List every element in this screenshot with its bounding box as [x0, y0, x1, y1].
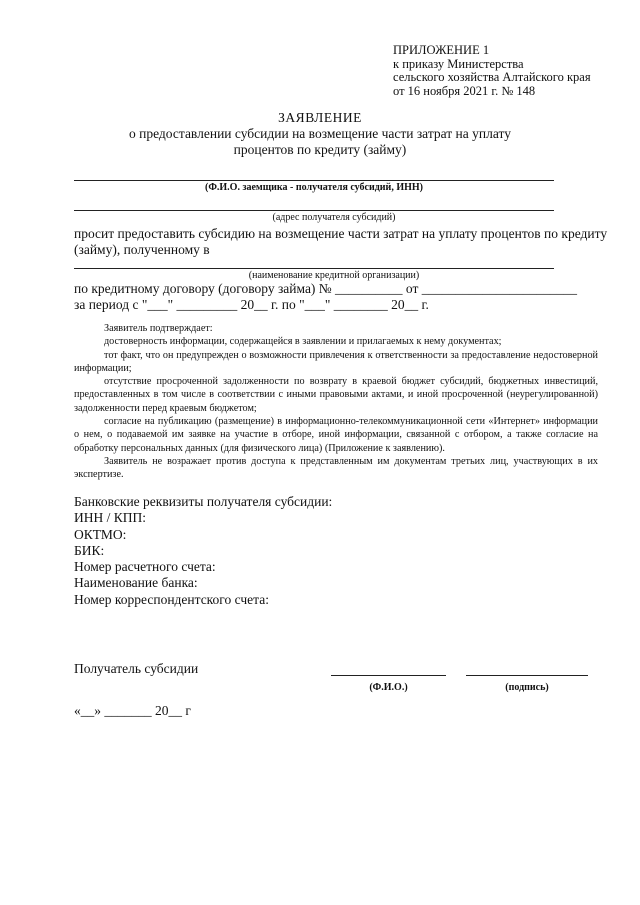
confirm-item-1: достоверность информации, содержащейся в заявлении и прилагаемых к нему документах;: [104, 336, 502, 348]
confirm-intro: Заявитель подтверждает:: [104, 323, 213, 334]
bank-bik: БИК:: [74, 542, 105, 558]
request-line-1: просит предоставить субсидию на возмещение части затрат на уплату процентов по кредиту: [74, 226, 608, 241]
bank-account: Номер расчетного счета:: [74, 559, 216, 575]
request-line-3: по кредитному договору (договору займа) № __________ от _______________________: [74, 281, 578, 296]
request-line-2: (займу), полученному в: [74, 242, 210, 257]
address-input-line[interactable]: [74, 210, 554, 211]
confirmation-block: [74, 322, 598, 482]
fio-signature-line[interactable]: [331, 675, 446, 676]
signature-line[interactable]: [466, 675, 588, 676]
appendix-line-4: от 16 ноября 2021 г. № 148: [393, 83, 536, 98]
signature-sign-caption: (подпись): [505, 682, 549, 693]
title-main: ЗАЯВЛЕНИЕ: [278, 110, 362, 125]
bank-details: [74, 494, 332, 608]
confirm-item-5: Заявитель не возражает против доступа к представленным им документам третьих лиц, участвующих в их экспертизе.: [74, 455, 598, 481]
confirm-item-2: тот факт, что он предупрежден о возможности привлечения к ответственности за предоставление недостоверной информации;: [74, 349, 598, 374]
recipient-label: Получатель субсидии: [74, 661, 199, 676]
signature-date: «__» _______ 20__ г: [74, 703, 191, 718]
bank-name: Наименование банка:: [74, 575, 198, 591]
fio-caption: (Ф.И.О. заемщика - получателя субсидий, ИНН): [204, 182, 423, 193]
address-caption: (адрес получателя субсидий): [272, 212, 396, 223]
appendix-line-2: к приказу Министерства: [393, 56, 524, 71]
title-sub-2: процентов по кредиту (займу): [233, 142, 407, 157]
credit-org-caption: (наименование кредитной организации): [248, 270, 420, 281]
title-sub-1: о предоставлении субсидии на возмещение части затрат на уплату: [129, 126, 511, 141]
document-title: [0, 110, 640, 158]
credit-org-input-line[interactable]: [74, 268, 554, 269]
request-line-4: за период с "___" _________ 20__ г. по "___" ________ 20__ г.: [74, 297, 429, 312]
signature-fio-caption: (Ф.И.О.): [369, 682, 408, 693]
confirm-item-3: отсутствие просроченной задолженности по возврату в краевой бюджет субсидий, бюджетных инвестиций, предоставленных в том числе в соответствии с иными правовыми актами, и иной просроченной (неурегулированной) задолженности перед краевым бюджетом;: [74, 376, 598, 414]
bank-inn: ИНН / КПП:: [74, 510, 147, 526]
appendix-header: [393, 44, 591, 98]
bank-corr-account: Номер корреспондентского счета:: [74, 591, 269, 607]
bank-oktmo: ОКТМО:: [74, 526, 127, 542]
confirm-item-4: согласие на публикацию (размещение) в информационно-телекоммуникационной сети «Интернет» информации о нем, о подаваемой им заявке на участие в отборе, иной информации, связанной с отбором, а также согласие на обработку персональных данных (для физического лица) (Приложение к заявлению).: [74, 416, 598, 454]
appendix-line-1: ПРИЛОЖЕНИЕ 1: [393, 43, 490, 57]
appendix-line-3: сельского хозяйства Алтайского края: [393, 70, 591, 85]
bank-title: Банковские реквизиты получателя субсидии:: [74, 494, 333, 509]
fio-input-line[interactable]: [74, 180, 554, 181]
